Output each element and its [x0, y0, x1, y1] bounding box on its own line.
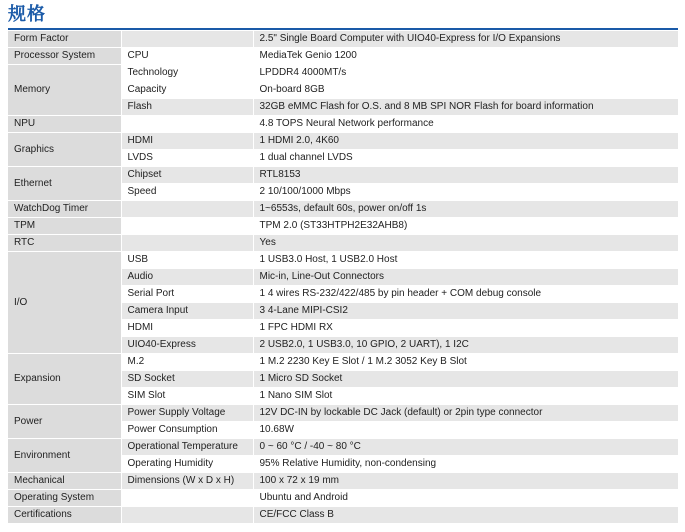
spec-value: TPM 2.0 (ST33HTPH2E32AHB8): [253, 218, 678, 235]
spec-row: [8, 48, 678, 65]
spec-row: [8, 31, 678, 48]
spec-category: Memory: [8, 65, 121, 116]
spec-subitem: Technology: [121, 65, 253, 82]
spec-row: [8, 439, 678, 456]
spec-category: WatchDog Timer: [8, 201, 121, 218]
spec-category: RTC: [8, 235, 121, 252]
spec-subitem: SIM Slot: [121, 388, 253, 405]
spec-subitem: USB: [121, 252, 253, 269]
spec-value: 2 USB2.0, 1 USB3.0, 10 GPIO, 2 UART), 1 I2C: [253, 337, 678, 354]
spec-subitem: Power Consumption: [121, 422, 253, 439]
spec-category: Ethernet: [8, 167, 121, 201]
spec-subitem: [121, 116, 253, 133]
spec-subitem: Serial Port: [121, 286, 253, 303]
spec-row: [8, 252, 678, 269]
spec-row: [8, 473, 678, 490]
spec-value: 1 HDMI 2.0, 4K60: [253, 133, 678, 150]
spec-subitem: HDMI: [121, 133, 253, 150]
spec-subitem: Speed: [121, 184, 253, 201]
spec-value: 1 USB3.0 Host, 1 USB2.0 Host: [253, 252, 678, 269]
spec-subitem: LVDS: [121, 150, 253, 167]
spec-value: 1 dual channel LVDS: [253, 150, 678, 167]
spec-category: NPU: [8, 116, 121, 133]
spec-subitem: SD Socket: [121, 371, 253, 388]
spec-subitem: [121, 218, 253, 235]
spec-subitem: [121, 201, 253, 218]
spec-subitem: HDMI: [121, 320, 253, 337]
spec-category: Processor System: [8, 48, 121, 65]
spec-subitem: [121, 507, 253, 524]
spec-subitem: M.2: [121, 354, 253, 371]
spec-value: 2.5" Single Board Computer with UIO40-Express for I/O Expansions: [253, 31, 678, 48]
spec-value: 10.68W: [253, 422, 678, 439]
spec-value: 100 x 72 x 19 mm: [253, 473, 678, 490]
spec-row: [8, 405, 678, 422]
spec-category: I/O: [8, 252, 121, 354]
page-title: 规格: [8, 4, 46, 25]
spec-value: 95% Relative Humidity, non-condensing: [253, 456, 678, 473]
spec-category: TPM: [8, 218, 121, 235]
spec-category: Graphics: [8, 133, 121, 167]
spec-row: [8, 218, 678, 235]
spec-row: [8, 490, 678, 507]
spec-category: Operating System: [8, 490, 121, 507]
spec-value: 1~6553s, default 60s, power on/off 1s: [253, 201, 678, 218]
spec-row: [8, 133, 678, 150]
spec-value: 1 4 wires RS-232/422/485 by pin header + COM debug console: [253, 286, 678, 303]
spec-category: Certifications: [8, 507, 121, 524]
spec-value: On-board 8GB: [253, 82, 678, 99]
spec-value: 12V DC-IN by lockable DC Jack (default) or 2pin type connector: [253, 405, 678, 422]
spec-value: MediaTek Genio 1200: [253, 48, 678, 65]
spec-category: Power: [8, 405, 121, 439]
spec-row: [8, 354, 678, 371]
spec-subitem: Camera Input: [121, 303, 253, 320]
spec-subitem: Power Supply Voltage: [121, 405, 253, 422]
spec-value: 1 FPC HDMI RX: [253, 320, 678, 337]
spec-value: 0 ~ 60 °C / -40 ~ 80 °C: [253, 439, 678, 456]
spec-value: 1 M.2 2230 Key E Slot / 1 M.2 3052 Key B Slot: [253, 354, 678, 371]
spec-subitem: [121, 31, 253, 48]
spec-row: [8, 507, 678, 524]
spec-value: Ubuntu and Android: [253, 490, 678, 507]
spec-row: [8, 167, 678, 184]
spec-category: Environment: [8, 439, 121, 473]
spec-category: Mechanical: [8, 473, 121, 490]
spec-subitem: Audio: [121, 269, 253, 286]
spec-subitem: Flash: [121, 99, 253, 116]
spec-value: 1 Nano SIM Slot: [253, 388, 678, 405]
spec-row: [8, 65, 678, 82]
spec-value: Yes: [253, 235, 678, 252]
spec-subitem: Chipset: [121, 167, 253, 184]
spec-value: 4.8 TOPS Neural Network performance: [253, 116, 678, 133]
spec-category: Expansion: [8, 354, 121, 405]
spec-value: CE/FCC Class B: [253, 507, 678, 524]
spec-subitem: Operating Humidity: [121, 456, 253, 473]
spec-value: 1 Micro SD Socket: [253, 371, 678, 388]
spec-value: Mic-in, Line-Out Connectors: [253, 269, 678, 286]
spec-row: [8, 235, 678, 252]
spec-row: [8, 201, 678, 218]
spec-subitem: [121, 235, 253, 252]
spec-subitem: Capacity: [121, 82, 253, 99]
spec-table: [8, 31, 678, 524]
spec-category: Form Factor: [8, 31, 121, 48]
title-underline: [8, 28, 678, 30]
spec-subitem: CPU: [121, 48, 253, 65]
spec-value: 3 4-Lane MIPI-CSI2: [253, 303, 678, 320]
spec-value: 2 10/100/1000 Mbps: [253, 184, 678, 201]
spec-value: RTL8153: [253, 167, 678, 184]
spec-subitem: [121, 490, 253, 507]
spec-value: LPDDR4 4000MT/s: [253, 65, 678, 82]
spec-subitem: UIO40-Express: [121, 337, 253, 354]
spec-row: [8, 116, 678, 133]
spec-subitem: Dimensions (W x D x H): [121, 473, 253, 490]
spec-subitem: Operational Temperature: [121, 439, 253, 456]
spec-value: 32GB eMMC Flash for O.S. and 8 MB SPI NOR Flash for board information: [253, 99, 678, 116]
spec-table-body: [8, 31, 678, 524]
